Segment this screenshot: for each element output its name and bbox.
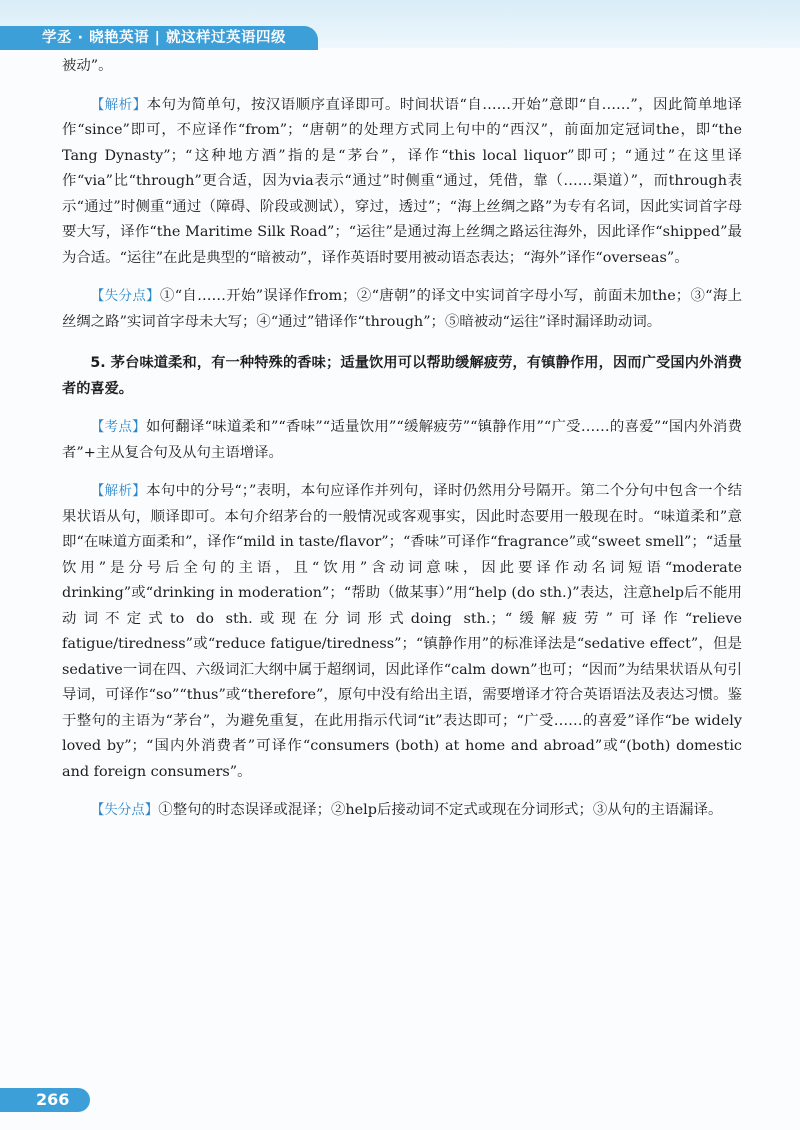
- q4-errors: [62, 284, 742, 335]
- q5-analysis: [62, 479, 742, 785]
- errors-text: ①“自……开始”误译作from；②“唐朝”的译文中实词首字母小写，前面未加the；③“海上丝绸之路”实词首字母未大写；④“通过”错译作“through”；⑤暗被动“运往”译时漏译助动词。: [62, 288, 742, 330]
- analysis-text: 本句中的分号“；”表明，本句应译作并列句，译时仍然用分号隔开。第二个分句中包含一个结果状语从句，顺译即可。本句介绍茅台的一般情况或客观事实，因此时态要用一般现在时。“味道柔和”意即“在味道方面柔和”，译作“mild in taste/flavor”；“香味”可译作“fragrance”或“sweet smell”；“适量饮用”是分号后全句的主语，且“饮用”含动词意味，因此要译作动名词短语“moderate drinking”或“drinking in moderation”；“帮助（做某事）”用“help (do sth.)”表达，注意help后不能用动词不定式to do sth.或现在分词形式doing sth.；“缓解疲劳”可译作“relieve fatigue/tiredness”或“reduce fatigue/tiredness”；“镇静作用”的标准译法是“sedative effect”，但是sedative一词在四、六级词汇大纲中属于超纲词，因此译作“calm down”也可；“因而”为结果状语从句引导词，可译作“so”“thus”或“therefore”，原句中没有给出主语，需要增译才符合英语语法及表达习惯。鉴于整句的主语为“茅台”，为避免重复，在此用指示代词“it”表达即可；“广受……的喜爱”译作“be widely loved by”；“国内外消费者”可译作“consumers (both) at home and abroad”或“(both) domestic and foreign consumers”。: [62, 483, 742, 780]
- errors-text: ①整句的时态误译或混译；②help后接动词不定式或现在分词形式；③从句的主语漏译。: [158, 802, 723, 818]
- keypoint-label: 【考点】: [90, 419, 146, 435]
- analysis-label: 【解析】: [90, 483, 147, 499]
- page-content: [62, 54, 742, 824]
- continuation-text: 被动”。: [62, 58, 113, 74]
- analysis-text: 本句为简单句，按汉语顺序直译即可。时间状语“自……开始”意即“自……”，因此简单地译作“since”即可，不应译作“from”；“唐朝”的处理方式同上句中的“西汉”，前面加定冠词the，即“the Tang Dynasty”；“这种地方酒”指的是“茅台”，译作“this local liquor”即可；“通过”在这里译作“via”比“through”更合适，因为via表示“通过”时侧重“通过，凭借，靠（……渠道）”，而through表示“通过”时侧重“通过（障碍、阶段或测试），穿过，透过”；“海上丝绸之路”为专有名词，因此实词首字母要大写，译作“the Maritime Silk Road”；“运往”是通过海上丝绸之路运往海外，因此译作“shipped”最为合适。“运往”在此是典型的“暗被动”，译作英语时要用被动语态表达；“海外”译作“overseas”。: [62, 96, 743, 266]
- q5-errors: [62, 798, 742, 824]
- errors-label: 【失分点】: [90, 802, 159, 818]
- running-header: 学丞 · 晓艳英语 | 就这样过英语四级: [0, 26, 318, 50]
- q4-analysis: [62, 93, 742, 272]
- q5-keypoint: [62, 415, 742, 466]
- keypoint-text: 如何翻译“味道柔和”“香味”“适量饮用”“缓解疲劳”“镇静作用”“广受……的喜爱”“国内外消费者”+主从复合句及从句主语增译。: [62, 419, 743, 461]
- page-number: 266: [0, 1088, 90, 1112]
- analysis-label: 【解析】: [90, 96, 147, 113]
- errors-label: 【失分点】: [90, 288, 160, 304]
- q5-question: 5. 茅台味道柔和，有一种特殊的香味；适量饮用可以帮助缓解疲劳，有镇静作用，因而广受国内外消费者的喜爱。: [62, 355, 742, 397]
